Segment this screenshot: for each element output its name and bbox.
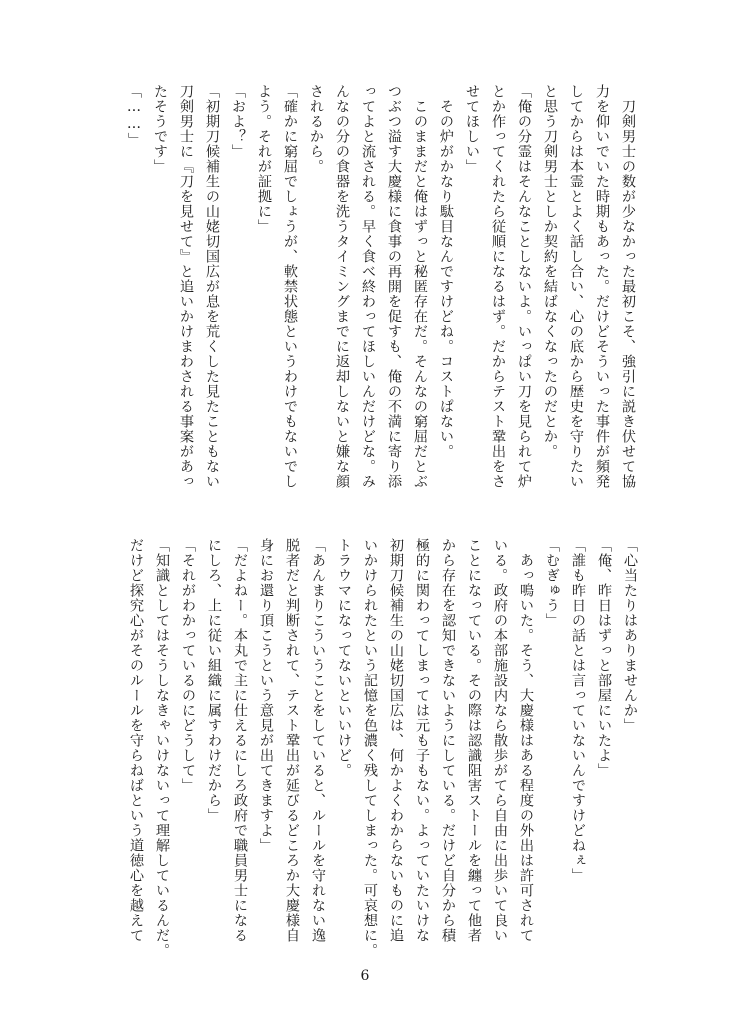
text-block-bottom <box>126 538 640 958</box>
text-column: 「初期刀候補生の山姥切国広が息を荒くした見たこともない <box>204 84 220 489</box>
text-column: 「誰も昨日の話とは言っていないんですけどねぇ」 <box>570 538 586 883</box>
text-column: いる。政府の本部施設内なら散歩がてら自由に出歩いて良い <box>492 538 508 943</box>
text-column: その炉がかなり駄目なんですけどね。コストぱない。 <box>438 84 454 459</box>
text-column: 力を仰いでいた時期もあった。だけどそういった事件が頻発 <box>594 84 610 489</box>
text-column: いかけられたという記憶を色濃く残してしまった。可哀想に。 <box>362 538 378 958</box>
text-column: 脱者だと判断されて、テスト鞏出が延びるどころか大慶様自 <box>284 538 300 943</box>
text-column: と思う刀剣男士としか契約を結ばなくなったのだとか。 <box>542 84 558 459</box>
text-column: このままだと俺はずっと秘匿存在だ。そんなの窮屈だとぶ <box>412 84 428 489</box>
text-column: 「およ？」 <box>230 84 246 159</box>
text-column: 極的に関わってしまっては元も子もない。よっていたいけな <box>414 538 430 943</box>
text-column: 刀剣男士に『刀を見せて』と追いかけまわされる事案があっ <box>178 84 194 489</box>
text-column: とか作ってくれたら従順になるはず。だからテスト鞏出をさ <box>490 84 506 489</box>
text-column: トラウマになってないといいけど。 <box>336 538 352 778</box>
text-column: されるから。 <box>308 84 324 174</box>
text-column: 「知識としてはそうしなきゃいけないって理解しているんだ。 <box>154 538 170 958</box>
text-column: 初期刀候補生の山姥切国広は、何かよくわからないものに追 <box>388 538 404 943</box>
text-column: 「あんまりこういうことをしていると、ルールを守れない逸 <box>310 538 326 943</box>
text-column: から存在を認知できないようにしている。だけど自分から積 <box>440 538 456 943</box>
text-column: 「俺、昨日はずっと部屋にいたよ」 <box>596 538 612 778</box>
text-column: 「心当たりはありませんか」 <box>622 538 638 733</box>
text-column: 「確かに窮屈でしょうが、軟禁状態というわけでもないでし <box>282 84 298 489</box>
text-column: あっ鳴いた。そう、大慶様はある程度の外出は許可されて <box>518 538 534 943</box>
text-column: 「俺の分霊はそんなことしないよ。いっぱい刀を見られて炉 <box>516 84 532 489</box>
page-number: 6 <box>360 968 370 984</box>
text-column: んなの分の食器を洗うタイミングまでに返却しないと嫌な顔 <box>334 84 350 489</box>
text-column: にしろ、上に従い組織に属すわけだから」 <box>206 538 222 823</box>
text-column: ことになっている。その際は認識阻害ストールを纏って他者 <box>466 538 482 943</box>
text-column: 「だよねー。本丸で主に仕えるにしろ政府で職員男士になる <box>232 538 248 943</box>
text-column: せてほしい」 <box>464 84 480 174</box>
text-column: してからは本霊とよく話し合い、心の底から歴史を守りたい <box>568 84 584 489</box>
text-column: 刀剣男士の数が少なかった最初こそ、強引に説き伏せて協 <box>620 84 636 489</box>
text-column: 「それがわかっているのにどうして」 <box>180 538 196 793</box>
text-column: 「むぎゅう」 <box>544 538 560 628</box>
text-column: よう。それが証拠に」 <box>256 84 272 234</box>
text-column: たそうです」 <box>152 84 168 174</box>
text-column: つぶつ溢す大慶様に食事の再開を促すも、俺の不満に寄り添 <box>386 84 402 489</box>
text-column: 身にお還り頂こうという意見が出てきますよ」 <box>258 538 274 853</box>
text-block-top <box>124 84 638 504</box>
text-column: 「……」 <box>126 84 142 148</box>
text-column: だけど探究心がそのルールを守らねばという道徳心を越えて <box>128 538 144 943</box>
text-column: ってよと流される。早く食べ終わってほしいんだけどな。み <box>360 84 376 489</box>
